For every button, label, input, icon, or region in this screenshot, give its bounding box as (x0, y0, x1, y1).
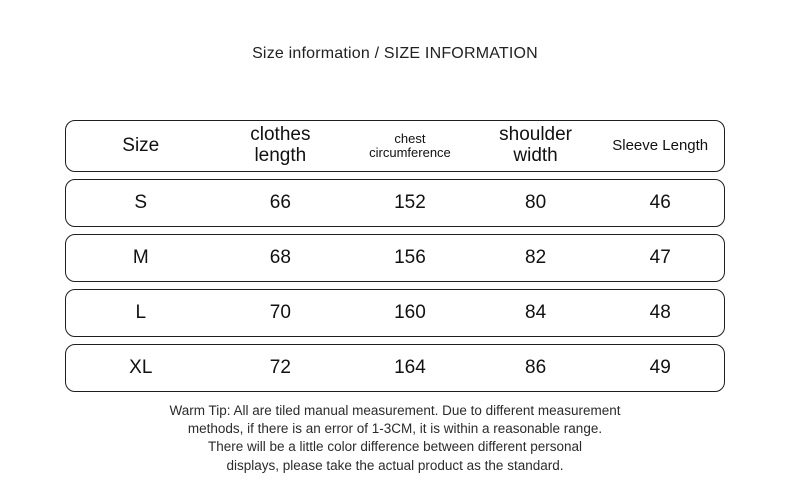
column-header-sleeve-length (596, 138, 724, 155)
column-header-clothes-length-line1: clothes (250, 124, 311, 146)
cell-chest-circumference: 152 (394, 191, 426, 213)
note-line-1: Warm Tip: All are tiled manual measurement. Due to different measurement (169, 403, 621, 418)
cell-shoulder-width: 84 (525, 301, 547, 323)
page-title: Size information / SIZE INFORMATION (252, 45, 538, 62)
note-line-4: displays, please take the actual product as the standard. (226, 457, 564, 473)
column-header-shoulder-width-line2: width (513, 145, 558, 166)
table-row (65, 289, 725, 337)
cell-shoulder-width: 80 (525, 191, 547, 213)
column-header-shoulder-width (475, 125, 597, 167)
size-table (65, 120, 725, 399)
note-line-2: methods, if there is an error of 1-3CM, it is within a reasonable range. (187, 421, 603, 437)
cell-chest-circumference: 160 (394, 301, 426, 323)
note-line-3: There will be a little color difference between different personal (208, 439, 582, 455)
column-header-clothes-length-line2: length (254, 145, 307, 166)
column-header-size-line1: Size (122, 134, 160, 156)
column-header-sleeve-length-line1: Sleeve Length (612, 136, 709, 154)
cell-chest-circumference: 164 (394, 356, 426, 378)
table-header-row (65, 120, 725, 172)
cell-size: L (135, 301, 147, 323)
cell-shoulder-width: 86 (525, 356, 547, 378)
column-header-size (66, 136, 216, 157)
table-row (65, 179, 725, 227)
cell-sleeve-length: 48 (649, 301, 671, 323)
column-header-chest-circumference-line1: chest (394, 130, 426, 146)
cell-sleeve-length: 49 (649, 356, 671, 378)
cell-size: XL (129, 356, 153, 378)
column-header-clothes-length (216, 125, 346, 167)
cell-size: S (134, 191, 148, 213)
cell-clothes-length: 70 (269, 301, 291, 323)
table-row (65, 344, 725, 392)
cell-sleeve-length: 46 (649, 191, 671, 213)
cell-sleeve-length: 47 (649, 246, 671, 268)
table-row (65, 234, 725, 282)
cell-clothes-length: 66 (269, 191, 291, 213)
column-header-shoulder-width-line1: shoulder (499, 124, 573, 146)
cell-shoulder-width: 82 (525, 246, 547, 268)
column-header-chest-circumference-line2: circumference (369, 145, 451, 160)
warm-tip-note (0, 402, 790, 475)
cell-clothes-length: 72 (269, 356, 291, 378)
cell-chest-circumference: 156 (394, 246, 426, 268)
cell-size: M (132, 246, 149, 268)
column-header-chest-circumference (345, 132, 475, 161)
cell-clothes-length: 68 (269, 246, 291, 268)
